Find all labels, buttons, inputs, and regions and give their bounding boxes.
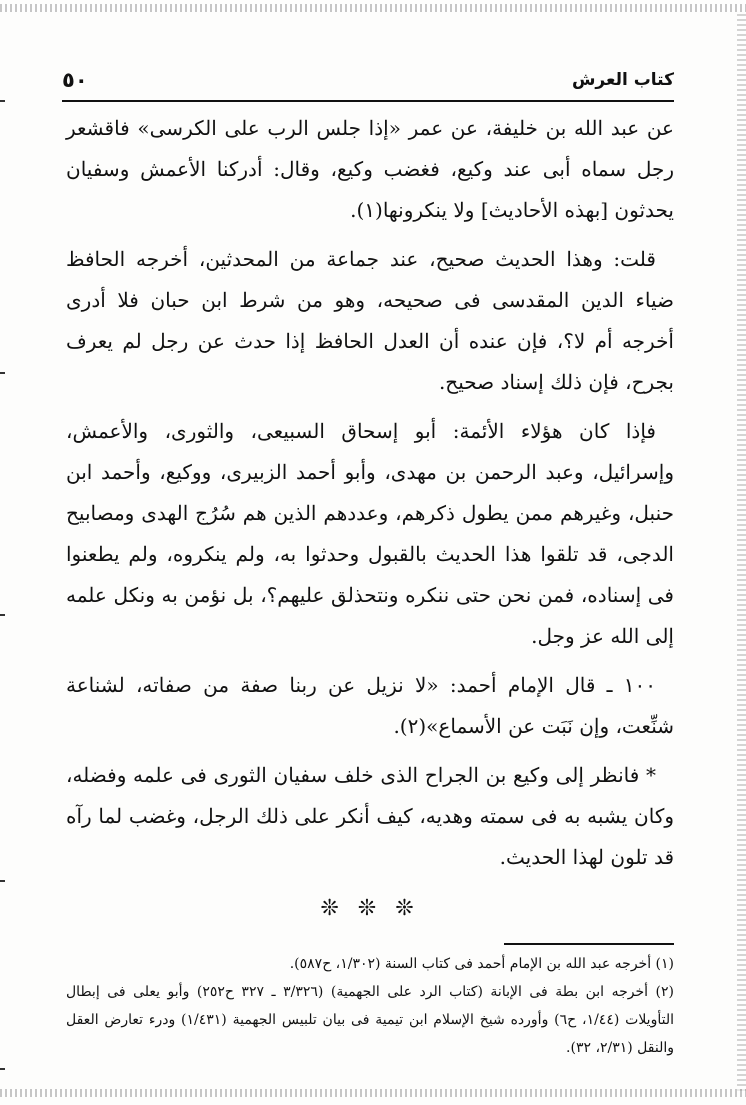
page-edge-top [0,4,746,12]
page-number: ٥٠ [62,68,88,92]
paragraph-1: عن عبد الله بن خليفة، عن عمر «إذا جلس الرب على الكرسى» فاقشعر رجل سماه أبى عند وكيع، فغضب وكيع، وقال: أدركنا الأعمش وسفيان يحدثون [بهذه الأحاديث] ولا ينكرونها(١). [66,116,674,222]
margin-tick [0,880,5,882]
footnote-rule [504,943,674,945]
page-header [62,68,674,102]
header-rule [62,100,674,102]
page-edge-right [737,14,746,1091]
paragraph-5: * فانظر إلى وكيع بن الجراح الذى خلف سفيان الثورى فى علمه وفضله، وكان يشبه به فى سمته وهديه، كيف أنكر على ذلك الرجل، وغضب لما رآه قد تلون لهذا الحديث. [66,763,674,869]
paragraph-2: قلت: وهذا الحديث صحيح، عند جماعة من المحدثين، أخرجه الحافظ ضياء الدين المقدسى فى صحيحه، وهو من شرط ابن حبان فلا أدرى أخرجه أم لا؟، فإن عنده أن العدل الحافظ إذا حدث عن رجل لم يعرف بجرح، فإن ذلك إسناد صحيح. [66,247,674,394]
margin-tick [0,372,5,374]
margin-tick [0,614,5,616]
running-title: كتاب العرش [571,70,674,90]
paragraph-3: فإذا كان هؤلاء الأئمة: أبو إسحاق السبيعى، والثورى، والأعمش، وإسرائيل، وعبد الرحمن بن مهدى، وأبو أحمد الزبيرى، ووكيع، وأحمد ابن حنبل، وغيرهم ممن يطول ذكرهم، وعددهم الذين هم سُرُج الهدى ومصابيح الدجى، قد تلقوا هذا الحديث بالقبول وحدثوا به، ولم ينكروه، ولم يطعنوا فى إسناده، فمن نحن حتى ننكره ونتحذلق عليهم؟، بل نؤمن به ونكل علمه إلى الله عز وجل. [66,419,674,648]
main-text [66,108,674,929]
footnote-1: (١) أخرجه عبد الله بن الإمام أحمد فى كتاب السنة (١/٣٠٢، ح٥٨٧). [289,956,674,972]
footnote-2: (٢) أخرجه ابن بطة فى الإبانة (كتاب الرد على الجهمية) (٣/٣٢٦ ـ ٣٢٧ ح٢٥٢) وأبو يعلى فى إبطال التأويلات (١/٤٤، ح٦) وأورده شيخ الإسلام ابن تيمية فى بيان تلبيس الجهمية (١/٤٣١) ودرء تعارض العقل والنقل (٢/٣١، ٣٢). [66,984,674,1056]
page-edge-bottom [0,1089,746,1097]
paragraph-4: ١٠٠ ـ قال الإمام أحمد: «لا نزيل عن ربنا صفة من صفاته، لشناعة شنِّعت، وإن نَبَت عن الأسماع»(٢). [66,673,674,738]
margin-tick [0,100,5,102]
footnotes [66,950,674,1062]
margin-tick [0,1068,5,1070]
section-separator: ❊ ❊ ❊ [320,896,420,921]
